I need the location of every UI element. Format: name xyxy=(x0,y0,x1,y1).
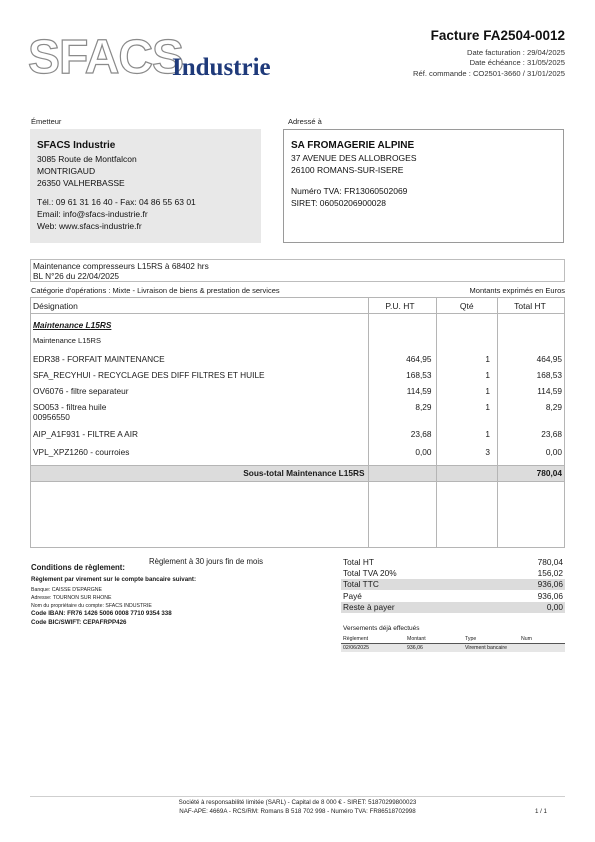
sender-box xyxy=(30,129,261,243)
payment-num xyxy=(519,644,565,653)
item-total: 8,29 xyxy=(498,399,565,425)
item-unit-price: 114,59 xyxy=(368,383,436,399)
item-total: 464,95 xyxy=(498,350,565,367)
item-designation: AIP_A1F931 - FILTRE A AIR xyxy=(31,425,369,443)
total-label: Payé xyxy=(343,590,362,601)
payments-title: Versements déjà effectués xyxy=(343,625,420,632)
subtotal-label: Sous-total Maintenance L15RS xyxy=(31,465,369,481)
bank-title: Règlement par virement sur le compte bancaire suivant: xyxy=(31,576,197,583)
total-label: Total TVA 20% xyxy=(343,568,397,579)
table-row xyxy=(31,425,565,443)
total-value: 936,06 xyxy=(489,579,565,590)
invoice-title: Facture FA2504-0012 xyxy=(430,28,565,43)
payments-header-cell: Type xyxy=(463,635,519,644)
iban: Code IBAN: FR76 1426 5006 0008 7710 9354 338 xyxy=(31,610,172,617)
total-label: Total HT xyxy=(343,556,374,567)
payment-row xyxy=(341,644,565,653)
header-quantity: Qté xyxy=(436,298,498,314)
total-value: 0,00 xyxy=(489,602,565,613)
total-value: 156,02 xyxy=(537,568,563,579)
payments-header-cell: Num xyxy=(519,635,565,644)
payment-conditions xyxy=(31,557,331,626)
bank-name: Banque: CAISSE D'EPARGNE xyxy=(31,587,102,593)
item-unit-price: 8,29 xyxy=(368,399,436,425)
sender-name: SFACS Industrie xyxy=(37,140,116,151)
item-unit-price: 168,53 xyxy=(368,367,436,383)
items-table xyxy=(30,297,565,548)
conditions-label: Conditions de règlement: xyxy=(31,563,126,572)
sender-address-line: 3085 Route de Montfalcon xyxy=(37,154,137,164)
item-total: 114,59 xyxy=(498,383,565,399)
table-row xyxy=(31,399,565,425)
item-designation-line: 00956550 xyxy=(33,412,70,422)
item-unit-price: 23,68 xyxy=(368,425,436,443)
order-reference: Réf. commande : CO2501-3660 / 31/01/2025 xyxy=(413,68,565,78)
recipient-address-line: 37 AVENUE DES ALLOBROGES xyxy=(291,153,417,163)
sender-address-line: 26350 VALHERBASSE xyxy=(37,178,125,188)
recipient-label: Adressé à xyxy=(288,117,322,126)
sender-email: Email: info@sfacs-industrie.fr xyxy=(37,209,148,219)
account-owner: Nom du propriétaire du compte: SFACS INDUSTRIE xyxy=(31,603,152,609)
recipient-siret: SIRET: 06050206900028 xyxy=(291,198,386,208)
item-quantity: 1 xyxy=(436,383,498,399)
object-line: Maintenance compresseurs L15RS à 68402 hrs xyxy=(33,261,209,271)
bank-address: Adresse: TOURNON SUR RHONE xyxy=(31,595,112,601)
totals-table xyxy=(341,556,565,613)
total-value: 780,04 xyxy=(537,556,563,567)
section-desc-row xyxy=(31,336,565,350)
table-header xyxy=(31,298,565,314)
section-title-row xyxy=(31,314,565,337)
payments-header xyxy=(341,635,565,644)
due-date: Date échéance : 31/05/2025 xyxy=(469,58,565,68)
payments-header-cell: Montant xyxy=(405,635,463,644)
item-total: 23,68 xyxy=(498,425,565,443)
item-designation: SFA_RECYHUI - RECYCLAGE DES DIFF FILTRES ET HUILE xyxy=(31,367,369,383)
total-row xyxy=(341,602,565,613)
item-designation-line: SO053 - filtrea huile xyxy=(33,402,107,412)
total-row xyxy=(341,579,565,590)
item-quantity: 1 xyxy=(436,425,498,443)
bic: Code BIC/SWIFT: CEPAFRPP426 xyxy=(31,619,127,626)
total-row xyxy=(341,567,565,578)
legal-footer xyxy=(30,796,565,816)
item-total: 0,00 xyxy=(498,443,565,460)
item-quantity: 3 xyxy=(436,443,498,460)
footer-line: NAF-APE: 4669A - RCS/RM: Romans B 518 702 998 - Numéro TVA: FR86518702998 xyxy=(179,808,416,815)
item-quantity: 1 xyxy=(436,367,498,383)
total-row xyxy=(341,556,565,567)
company-logo xyxy=(28,31,288,86)
item-total: 168,53 xyxy=(498,367,565,383)
sender-website: Web: www.sfacs-industrie.fr xyxy=(37,221,142,231)
payment-amount: 936,06 xyxy=(407,645,423,651)
table-row xyxy=(31,443,565,460)
item-designation xyxy=(31,399,369,425)
subtotal-value: 780,04 xyxy=(498,465,565,481)
table-row xyxy=(31,367,565,383)
currency-note: Montants exprimés en Euros xyxy=(469,286,565,295)
recipient-ids xyxy=(291,185,407,209)
sender-address xyxy=(37,153,137,189)
payments-table xyxy=(341,635,565,652)
logo-subtitle: Industrie xyxy=(172,54,271,81)
subtotal-row xyxy=(31,465,565,481)
item-designation: OV6076 - filtre separateur xyxy=(31,383,369,399)
item-designation: VPL_XPZ1260 - courroies xyxy=(31,443,369,460)
table-row xyxy=(31,350,565,367)
item-quantity: 1 xyxy=(436,399,498,425)
item-unit-price: 464,95 xyxy=(368,350,436,367)
section-title: Maintenance L15RS xyxy=(33,320,112,330)
item-designation: EDR38 - FORFAIT MAINTENANCE xyxy=(31,350,369,367)
item-quantity: 1 xyxy=(436,350,498,367)
section-description: Maintenance L15RS xyxy=(31,336,369,350)
invoice-date: Date facturation : 29/04/2025 xyxy=(467,48,565,57)
payment-date: 02/06/2025 xyxy=(343,645,369,651)
recipient-box xyxy=(283,129,564,243)
category-row xyxy=(31,286,565,295)
logo-brand: SFACS xyxy=(28,31,184,84)
total-label: Total TTC xyxy=(341,579,489,590)
table-row xyxy=(31,383,565,399)
header-designation: Désignation xyxy=(31,298,369,314)
total-row xyxy=(341,590,565,601)
object-line: BL N°26 du 22/04/2025 xyxy=(33,271,120,281)
recipient-vat: Numéro TVA: FR13060502069 xyxy=(291,186,408,196)
sender-contact xyxy=(37,196,196,232)
sender-address-line: MONTRIGAUD xyxy=(37,166,96,176)
recipient-address xyxy=(291,152,417,176)
footer-line: Société à responsabilité limitée (SARL) - Capital de 8 000 € - SIRET: 51870299800023 xyxy=(178,799,417,806)
sender-phone-fax: Tél.: 09 61 31 16 40 - Fax: 04 86 55 63 01 xyxy=(37,197,196,207)
item-unit-price: 0,00 xyxy=(368,443,436,460)
empty-area xyxy=(31,481,565,547)
header-unit-price: P.U. HT xyxy=(368,298,436,314)
payments-header-cell: Règlement xyxy=(341,635,405,644)
page-number: 1 / 1 xyxy=(534,808,547,815)
total-value: 936,06 xyxy=(537,590,563,601)
sender-label: Émetteur xyxy=(31,117,62,126)
invoice-meta xyxy=(413,48,565,79)
invoice-object xyxy=(30,259,565,282)
payment-type: Virement bancaire xyxy=(465,645,508,651)
recipient-name: SA FROMAGERIE ALPINE xyxy=(291,140,415,151)
header-total: Total HT xyxy=(498,298,565,314)
conditions-value: Règlement à 30 jours fin de mois xyxy=(149,557,263,566)
total-label: Reste à payer xyxy=(341,602,489,613)
operation-category: Catégorie d'opérations : Mixte - Livraison de biens & prestation de services xyxy=(31,286,280,295)
recipient-address-line: 26100 ROMANS-SUR-ISERE xyxy=(291,165,404,175)
